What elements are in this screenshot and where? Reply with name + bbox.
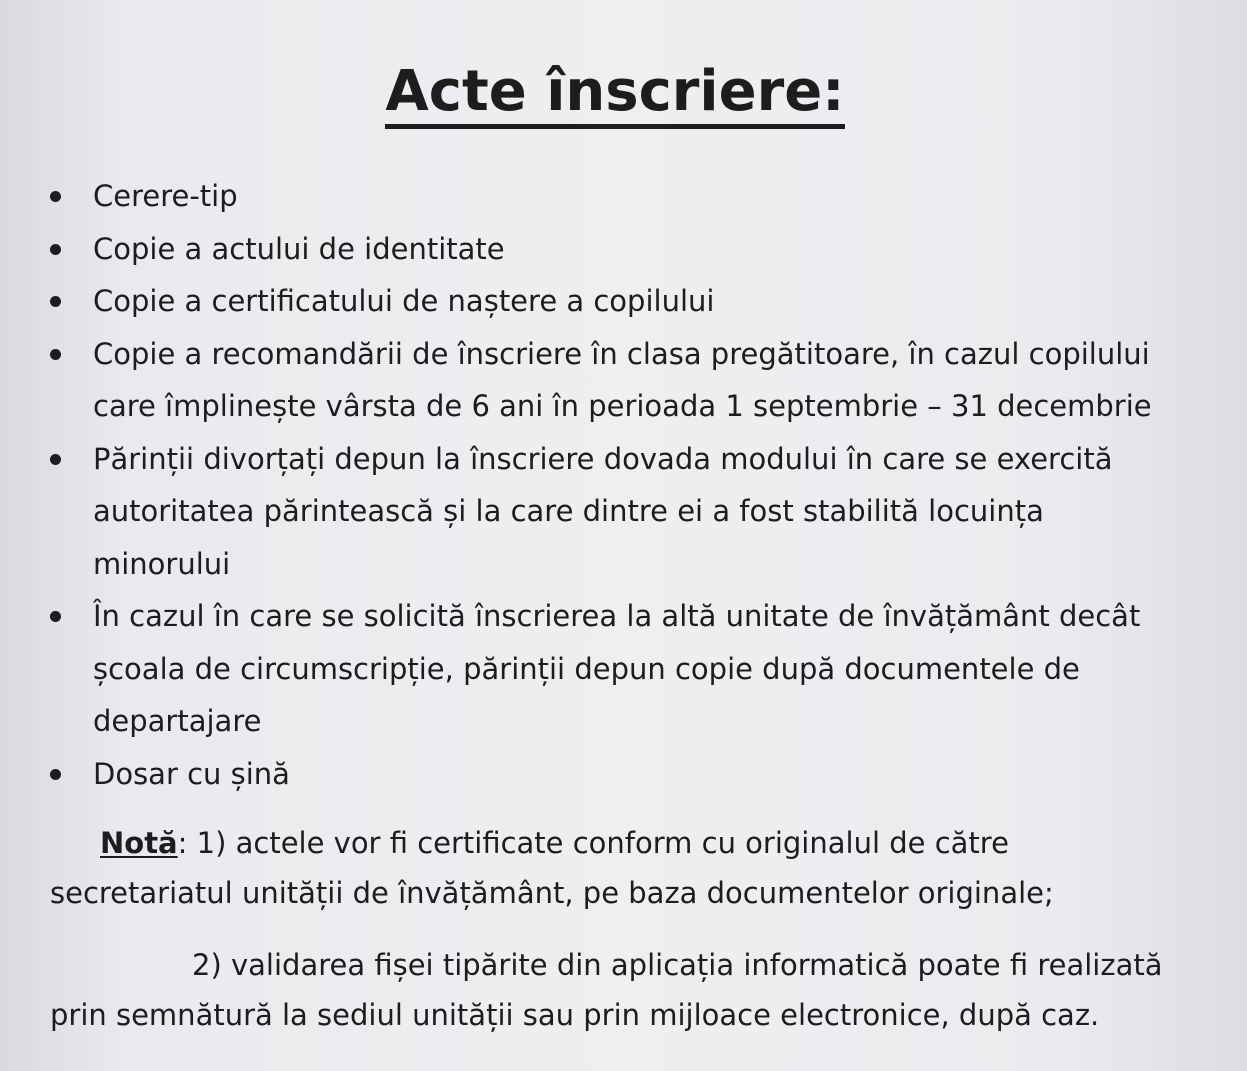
list-item-line: departajare: [93, 704, 262, 738]
bullet-icon: [50, 244, 61, 255]
bullet-icon: [50, 454, 61, 465]
note-2-text-line-2: prin semnătură la sediul unității sau prin mijloace electronice, după caz.: [50, 998, 1100, 1032]
note-2-text-line-1: 2) validarea fișei tipărite din aplicația informatică poate fi realizată: [192, 948, 1163, 982]
note-1-text-line-2: secretariatul unității de învățământ, pe baza documentelor originale;: [50, 876, 1054, 910]
bullet-icon: [50, 296, 61, 307]
list-item: [0, 433, 1247, 591]
note-1-text-line-1: : 1) actele vor fi certificate conform cu originalul de către: [177, 826, 1009, 860]
note-1-line-1: [50, 818, 1230, 868]
list-item-line: școala de circumscripție, părinții depun copie după documentele de: [93, 651, 1080, 686]
list-item-line: Copie a recomandării de înscriere în clasa pregătitoare, în cazul copilului: [93, 336, 1150, 371]
list-item-line: Dosar cu șină: [93, 756, 290, 791]
list-item: [0, 748, 1247, 801]
bullet-icon: [50, 611, 61, 622]
list-item-line: autoritatea părintească și la care dintre ei a fost stabilită locuința: [93, 494, 1044, 528]
list-item: [0, 223, 1247, 276]
list-item-line: minorului: [93, 546, 231, 581]
list-item-line: care împlinește vârsta de 6 ani în perioada 1 septembrie – 31 decembrie: [93, 389, 1152, 423]
list-item-line: Copie a certificatului de naștere a copilului: [93, 284, 715, 318]
list-item-line: Copie a actului de identitate: [93, 231, 505, 266]
bullet-icon: [50, 349, 61, 360]
note-paragraph-2: [50, 940, 1230, 1040]
page-title: [0, 52, 1230, 132]
list-item: [0, 170, 1247, 223]
bullet-icon: [50, 769, 61, 780]
note-paragraph-1: [50, 818, 1230, 918]
required-documents-list: [0, 170, 1247, 800]
bullet-icon: [50, 191, 61, 202]
list-item-line: În cazul în care se solicită înscrierea la altă unitate de învățământ decât: [93, 599, 1141, 633]
list-item-line: Părinții divorțați depun la înscriere dovada modului în care se exercită: [93, 441, 1113, 476]
list-item: [0, 328, 1247, 433]
list-item: [0, 590, 1247, 748]
note-label: Notă: [100, 826, 178, 860]
list-item: [0, 275, 1247, 328]
list-item-line: Cerere-tip: [93, 179, 238, 213]
page-title-text: Acte înscriere:: [385, 59, 844, 129]
